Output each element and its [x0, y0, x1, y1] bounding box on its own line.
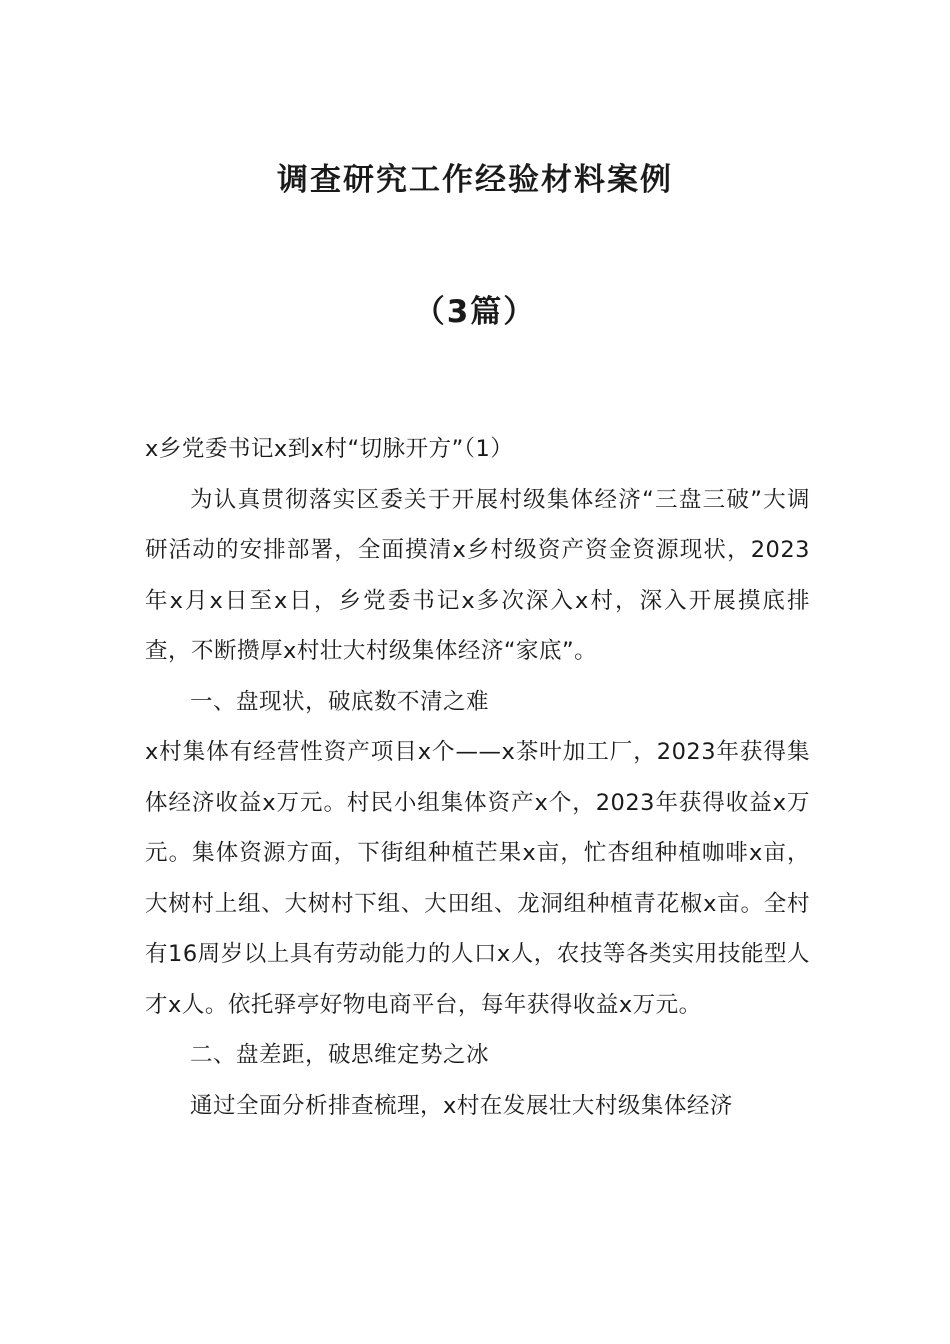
section-2-paragraph: 通过全面分析排查梳理，x村在发展壮大村级集体经济 — [190, 1092, 733, 1119]
document-subtitle: （3篇） — [413, 294, 537, 330]
intro-paragraph: 为认真贯彻落实区委关于开展村级集体经济“三盘三破”大调研活动的安排部署，全面摸清x乡村级资产资金资源现状，2023年x月x日至x日，乡党委书记x多次深入x村，深入开展摸底排查，不断攒厚x村壮大村级集体经济“家底”。 — [145, 486, 810, 664]
document-title: 调查研究工作经验材料案例 — [277, 162, 673, 198]
section-1-paragraph: x村集体有经营性资产项目x个——x茶叶加工厂，2023年获得集体经济收益x万元。村民小组集体资产x个，2023年获得收益x万元。集体资源方面，下街组种植芒果x亩，忙杏组种植咖啡x亩，大树村上组、大树村下组、大田组、龙洞组种植青花椒x亩。全村有16周岁以上具有劳动能力的人口x人，农技等各类实用技能型人才x人。依托驿亭好物电商平台，每年获得收益x万元。 — [145, 739, 810, 1018]
section-heading-1: 一、盘现状，破底数不清之难 — [190, 688, 490, 715]
section-heading-2: 二、盘差距，破思维定势之冰 — [190, 1042, 490, 1068]
document-body — [145, 424, 810, 1131]
article-heading: x乡党委书记x到x村“切脉开方”（1） — [145, 436, 514, 462]
